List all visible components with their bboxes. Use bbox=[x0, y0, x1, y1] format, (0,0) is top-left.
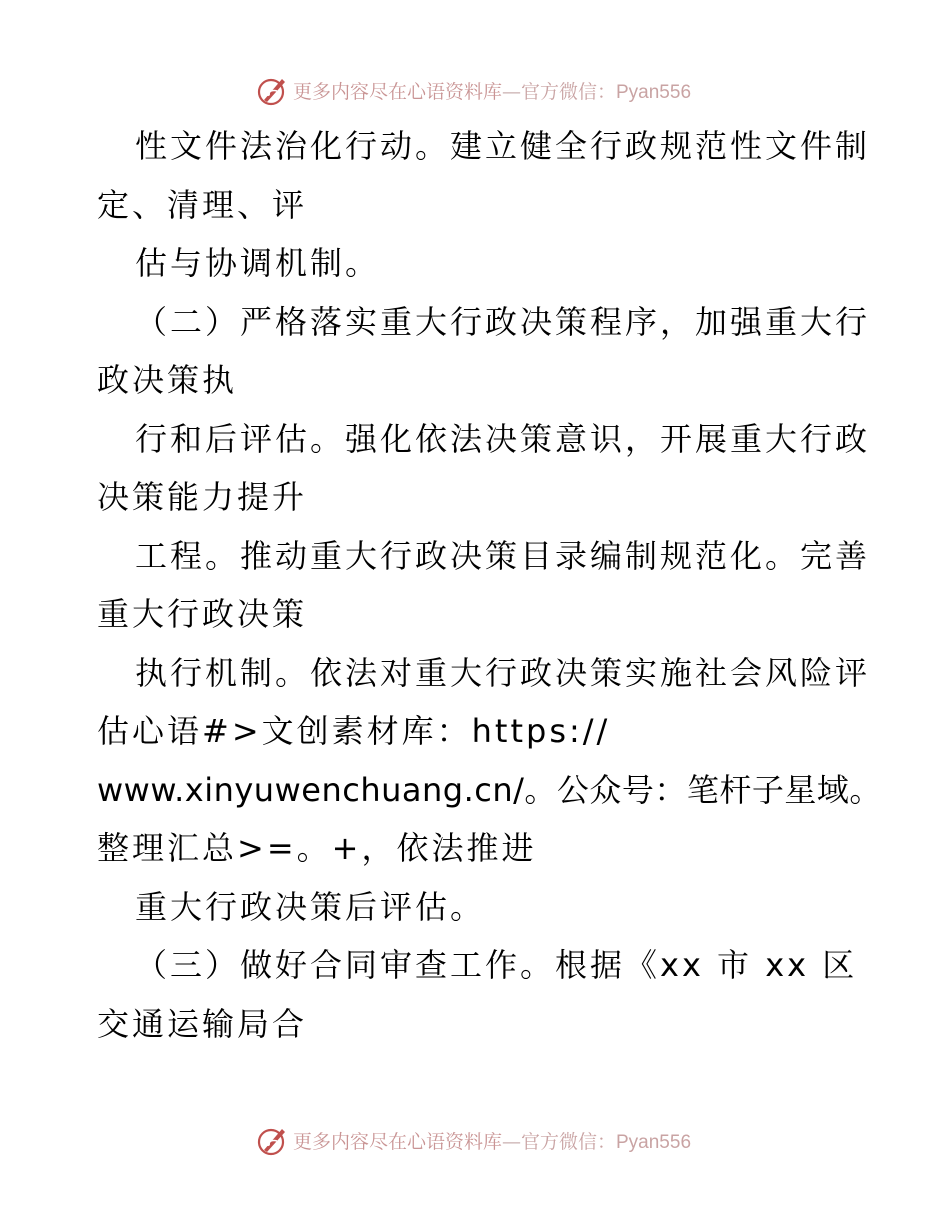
body-line: 决策能力提升 bbox=[97, 478, 308, 516]
footer-watermark bbox=[0, 1120, 950, 1160]
body-line: 估心语#>文创素材库：https:// bbox=[97, 712, 611, 750]
body-line: 性文件法治化行动。建立健全行政规范性文件制 bbox=[135, 127, 871, 165]
body-line: 估与协调机制。 bbox=[135, 244, 381, 282]
body-line: （二）严格落实重大行政决策程序，加强重大行 bbox=[135, 302, 871, 341]
header-label: 官方微信： bbox=[520, 80, 616, 103]
quill-logo-icon bbox=[255, 73, 289, 107]
footer-handle: Pyan556 bbox=[616, 1131, 692, 1153]
header-brand: 更多内容尽在心语资料库 bbox=[292, 80, 502, 103]
footer-label: 官方微信： bbox=[520, 1130, 616, 1153]
body-line: 重大行政决策后评估。 bbox=[135, 887, 486, 926]
body-line: www.xinyuwenchuang.cn/。公众号：笔杆子星域。 bbox=[97, 770, 882, 809]
body-line: 定、清理、评 bbox=[97, 185, 308, 224]
body-line: 政决策执 bbox=[97, 361, 238, 399]
footer-watermark-text bbox=[293, 1127, 691, 1154]
header-separator: — bbox=[501, 80, 521, 103]
header-watermark bbox=[0, 70, 950, 110]
body-line: 交通运输局合 bbox=[97, 1004, 308, 1043]
body-line: 执行机制。依法对重大行政决策实施社会风险评 bbox=[135, 653, 871, 692]
body-line: （三）做好合同审查工作。根据《xx 市 xx 区 bbox=[135, 946, 858, 984]
body-line: 整理汇总>=。+，依法推进 bbox=[97, 829, 537, 867]
body-line: 工程。推动重大行政决策目录编制规范化。完善 bbox=[135, 536, 871, 575]
quill-logo-icon bbox=[255, 1123, 289, 1157]
body-line: 重大行政决策 bbox=[97, 595, 308, 633]
document-body bbox=[97, 117, 882, 1053]
header-watermark-text bbox=[293, 77, 691, 104]
header-handle: Pyan556 bbox=[616, 81, 692, 103]
footer-separator: — bbox=[501, 1130, 521, 1153]
footer-brand: 更多内容尽在心语资料库 bbox=[292, 1130, 502, 1153]
body-line: 行和后评估。强化依法决策意识，开展重大行政 bbox=[135, 419, 871, 458]
